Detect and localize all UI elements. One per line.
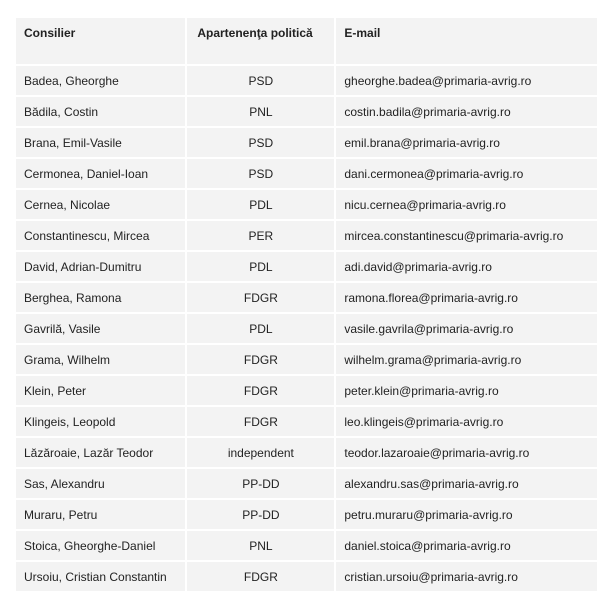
councillor-name: Sas, Alexandru xyxy=(16,469,185,498)
councillor-email: cristian.ursoiu@primaria-avrig.ro xyxy=(336,562,597,591)
councillor-name: Stoica, Gheorghe-Daniel xyxy=(16,531,185,560)
table-row xyxy=(16,66,597,95)
table-row xyxy=(16,159,597,188)
table-row xyxy=(16,314,597,343)
councillor-name: Constantinescu, Mircea xyxy=(16,221,185,250)
political-affiliation: PSD xyxy=(187,66,334,95)
councillor-email: petru.muraru@primaria-avrig.ro xyxy=(336,500,597,529)
councillor-name: Badea, Gheorghe xyxy=(16,66,185,95)
table-header xyxy=(16,18,597,64)
councillor-name: Brana, Emil-Vasile xyxy=(16,128,185,157)
councillor-email: leo.klingeis@primaria-avrig.ro xyxy=(336,407,597,436)
table-row xyxy=(16,531,597,560)
table-row xyxy=(16,500,597,529)
councillor-name: Klingeis, Leopold xyxy=(16,407,185,436)
political-affiliation: PSD xyxy=(187,128,334,157)
political-affiliation: FDGR xyxy=(187,562,334,591)
councillor-name: Klein, Peter xyxy=(16,376,185,405)
councillor-email: mircea.constantinescu@primaria-avrig.ro xyxy=(336,221,597,250)
councillor-email: costin.badila@primaria-avrig.ro xyxy=(336,97,597,126)
councillors-table xyxy=(14,16,599,593)
councillor-name: Cermonea, Daniel-Ioan xyxy=(16,159,185,188)
political-affiliation: PDL xyxy=(187,314,334,343)
political-affiliation: FDGR xyxy=(187,283,334,312)
table-body xyxy=(16,66,597,591)
political-affiliation: PNL xyxy=(187,531,334,560)
councillor-email: wilhelm.grama@primaria-avrig.ro xyxy=(336,345,597,374)
councillor-name: Gavrilă, Vasile xyxy=(16,314,185,343)
table-row xyxy=(16,283,597,312)
councillor-name: Cernea, Nicolae xyxy=(16,190,185,219)
political-affiliation: PP-DD xyxy=(187,469,334,498)
table-row xyxy=(16,376,597,405)
councillor-name: Lăzăroaie, Lazăr Teodor xyxy=(16,438,185,467)
councillor-email: gheorghe.badea@primaria-avrig.ro xyxy=(336,66,597,95)
councillor-email: nicu.cernea@primaria-avrig.ro xyxy=(336,190,597,219)
councillor-name: Ursoiu, Cristian Constantin xyxy=(16,562,185,591)
councillor-email: adi.david@primaria-avrig.ro xyxy=(336,252,597,281)
councillor-email: teodor.lazaroaie@primaria-avrig.ro xyxy=(336,438,597,467)
table-row xyxy=(16,128,597,157)
table-row xyxy=(16,562,597,591)
councillor-name: David, Adrian-Dumitru xyxy=(16,252,185,281)
councillor-email: vasile.gavrila@primaria-avrig.ro xyxy=(336,314,597,343)
councillor-name: Bădila, Costin xyxy=(16,97,185,126)
political-affiliation: PDL xyxy=(187,190,334,219)
political-affiliation: independent xyxy=(187,438,334,467)
table-row xyxy=(16,190,597,219)
political-affiliation: FDGR xyxy=(187,345,334,374)
councillor-email: ramona.florea@primaria-avrig.ro xyxy=(336,283,597,312)
councillor-email: daniel.stoica@primaria-avrig.ro xyxy=(336,531,597,560)
table-row xyxy=(16,438,597,467)
header-email: E-mail xyxy=(336,18,597,64)
councillor-name: Muraru, Petru xyxy=(16,500,185,529)
councillor-name: Grama, Wilhelm xyxy=(16,345,185,374)
political-affiliation: PDL xyxy=(187,252,334,281)
political-affiliation: PER xyxy=(187,221,334,250)
table-row xyxy=(16,407,597,436)
councillor-name: Berghea, Ramona xyxy=(16,283,185,312)
table-row xyxy=(16,469,597,498)
political-affiliation: PP-DD xyxy=(187,500,334,529)
political-affiliation: FDGR xyxy=(187,407,334,436)
header-row xyxy=(16,18,597,64)
table-row xyxy=(16,252,597,281)
councillor-email: emil.brana@primaria-avrig.ro xyxy=(336,128,597,157)
councillor-email: dani.cermonea@primaria-avrig.ro xyxy=(336,159,597,188)
councillor-email: alexandru.sas@primaria-avrig.ro xyxy=(336,469,597,498)
political-affiliation: PSD xyxy=(187,159,334,188)
table-row xyxy=(16,97,597,126)
councillor-email: peter.klein@primaria-avrig.ro xyxy=(336,376,597,405)
political-affiliation: FDGR xyxy=(187,376,334,405)
political-affiliation: PNL xyxy=(187,97,334,126)
header-political-affiliation: Apartenenţa politică xyxy=(187,18,334,64)
table-row xyxy=(16,221,597,250)
table-row xyxy=(16,345,597,374)
header-councillor: Consilier xyxy=(16,18,185,64)
